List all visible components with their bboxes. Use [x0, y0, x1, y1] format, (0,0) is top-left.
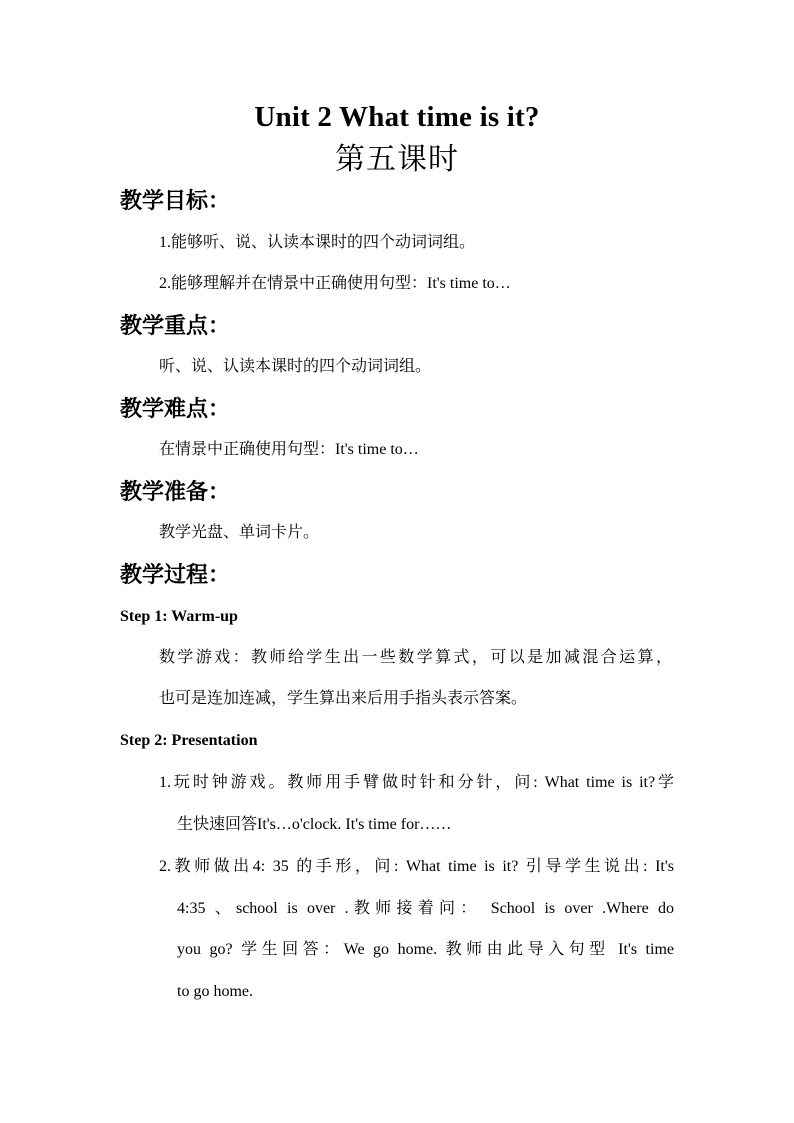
step-2-item-2-line-3: you go? 学生回答：We go home. 教师由此导入句型 It's time — [177, 941, 674, 958]
step-1-line-2: 也可是连加连减，学生算出来后用手指头表示答案。 — [159, 690, 528, 707]
objective-item-1: 1.能够听、说、认读本课时的四个动词词组。 — [159, 234, 476, 251]
key-points-heading: 教学重点： — [120, 313, 231, 338]
step-1-title: Step 1: Warm-up — [120, 608, 238, 625]
page-title-english: Unit 2 What time is it? — [254, 101, 540, 133]
step-2-item-1-line-1: 1.玩时钟游戏。教师用手臂做时针和分针，问: What time is it?学 — [159, 774, 674, 791]
key-points-text: 听、说、认读本课时的四个动词词组。 — [159, 358, 432, 375]
step-2-item-1-line-2: 生快速回答It's…o'clock. It's time for…… — [177, 816, 452, 833]
objective-item-2: 2.能够理解并在情景中正确使用句型：It's time to… — [159, 275, 511, 292]
process-heading: 教学过程： — [120, 562, 231, 587]
step-2-title: Step 2: Presentation — [120, 732, 258, 749]
preparation-heading: 教学准备： — [120, 479, 231, 504]
step-2-item-2-line-4: to go home. — [177, 983, 253, 1000]
page-title-chinese: 第五课时 — [335, 143, 459, 176]
difficulties-text: 在情景中正确使用句型：It's time to… — [159, 441, 419, 458]
step-2-item-2-line-1: 2.教师做出4: 35 的手形，问: What time is it? 引导学生说出: It's — [159, 858, 674, 875]
step-2-item-2-line-2: 4:35 、school is over .教师接着问： School is over .Where do — [177, 900, 674, 917]
objectives-heading: 教学目标： — [120, 188, 231, 213]
difficulties-heading: 教学难点： — [120, 396, 231, 421]
preparation-text: 教学光盘、单词卡片。 — [159, 524, 320, 541]
step-1-line-1: 数学游戏：教师给学生出一些数学算式，可以是加减混合运算， — [159, 649, 672, 666]
